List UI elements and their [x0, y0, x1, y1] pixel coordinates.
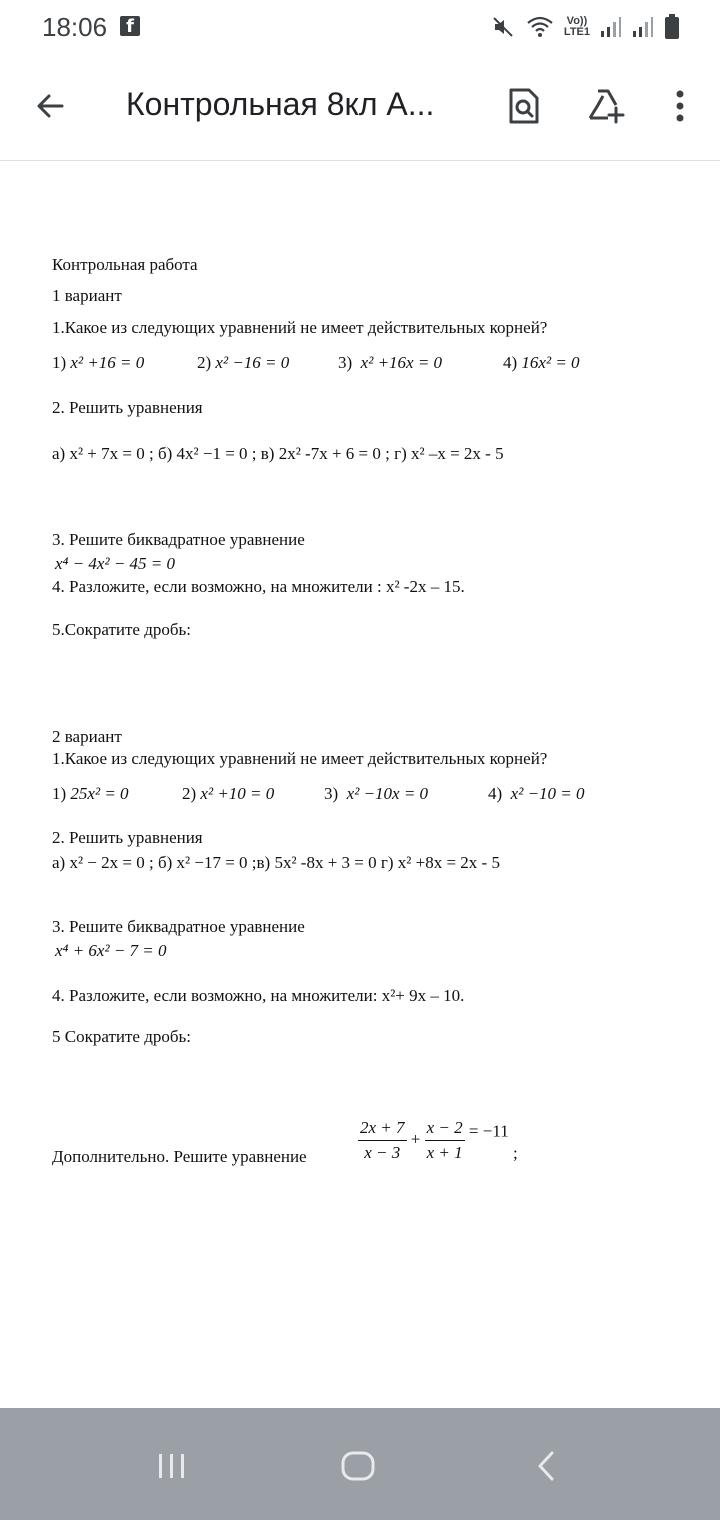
- v2-q2-equations: а) x² − 2x = 0 ; б) x² −17 = 0 ;в) 5x² -8x + 3 = 0 г) x² +8x = 2x - 5: [52, 853, 500, 872]
- more-vert-icon: [675, 90, 685, 122]
- v2-q5: 5 Сократите дробь:: [52, 1027, 191, 1046]
- battery-icon: [664, 14, 680, 40]
- v1-opt4-number: 4): [503, 353, 518, 372]
- v1-q5: 5.Сократите дробь:: [52, 620, 191, 639]
- v2-opt3-number: 3): [324, 784, 339, 803]
- v2-q2: 2. Решить уравнения: [52, 828, 203, 847]
- mute-icon: [492, 15, 516, 39]
- status-icons: [492, 12, 680, 42]
- document-page[interactable]: [0, 161, 720, 1407]
- v2-label: 2 вариант: [52, 727, 122, 746]
- v1-opt1-number: 1): [52, 353, 67, 372]
- v1-opt2-number: 2): [197, 353, 212, 372]
- back-arrow-icon: [34, 90, 66, 122]
- plus-sign: +: [410, 1129, 421, 1149]
- fraction-2-numerator: x − 2: [425, 1118, 465, 1141]
- v1-q1-option-3: [338, 353, 442, 373]
- fraction-2: [425, 1118, 465, 1163]
- back-button[interactable]: [24, 80, 76, 132]
- facebook-icon: f: [120, 16, 140, 36]
- back-nav-icon: [536, 1451, 556, 1481]
- v2-q4: 4. Разложите, если возможно, на множители: x²+ 9x – 10.: [52, 986, 465, 1005]
- signal-icon: [600, 15, 622, 39]
- v2-opt4-equation: x² −10 = 0: [510, 784, 585, 803]
- add-to-drive-icon: [586, 88, 626, 124]
- back-nav-button[interactable]: [516, 1444, 576, 1488]
- extra-equation: [358, 1118, 518, 1163]
- v1-q2-equations: а) x² + 7x = 0 ; б) 4x² −1 = 0 ; в) 2x² -7x + 6 = 0 ; г) x² –x = 2x - 5: [52, 444, 504, 463]
- v2-opt2-number: 2): [182, 784, 197, 803]
- app-bar: [0, 56, 720, 161]
- extra-label: Дополнительно. Решите уравнение: [52, 1147, 307, 1166]
- home-icon: [341, 1451, 375, 1481]
- status-time: 18:06: [42, 12, 108, 42]
- v2-q1-option-4: [488, 784, 585, 804]
- v2-q3: 3. Решите биквадратное уравнение: [52, 917, 305, 936]
- preview-button[interactable]: [496, 78, 552, 134]
- v1-q4: 4. Разложите, если возможно, на множители : x² -2x – 15.: [52, 577, 465, 596]
- fraction-1-denominator: x − 3: [364, 1143, 401, 1162]
- v2-opt4-number: 4): [488, 784, 503, 803]
- document-title: Контрольная 8кл А...: [126, 86, 435, 122]
- wifi-icon: [526, 15, 554, 39]
- doc-heading: Контрольная работа: [52, 255, 198, 274]
- signal-icon-2: [632, 15, 654, 39]
- fraction-2-denominator: x + 1: [426, 1143, 463, 1162]
- equation-rhs: = −11: [468, 1121, 509, 1141]
- volte-label: Vo)): [566, 15, 588, 27]
- v1-q2: 2. Решить уравнения: [52, 398, 203, 417]
- v2-opt1-number: 1): [52, 784, 67, 803]
- more-options-button[interactable]: [652, 78, 708, 134]
- v1-opt3-number: 3): [338, 353, 353, 372]
- v2-q1-option-1: [52, 784, 129, 804]
- v1-q1-option-1: [52, 353, 144, 373]
- fraction-1: [358, 1118, 407, 1163]
- v2-opt3-equation: x² −10x = 0: [346, 784, 429, 803]
- v1-q3-equation: x⁴ − 4x² − 45 = 0: [55, 554, 176, 573]
- recent-apps-icon: [157, 1452, 187, 1480]
- lte-indicator: [564, 16, 590, 38]
- status-bar: [0, 0, 720, 56]
- lte-label: LTE1: [563, 26, 590, 38]
- v1-q1-option-4: [503, 353, 580, 373]
- v2-opt1-equation: 25x² = 0: [70, 784, 129, 803]
- v1-q1-option-2: [197, 353, 289, 373]
- v1-opt3-equation: x² +16x = 0: [360, 353, 443, 372]
- preview-search-icon: [507, 87, 541, 125]
- v2-q1-option-2: [182, 784, 274, 804]
- v2-q1-option-3: [324, 784, 428, 804]
- home-button[interactable]: [328, 1444, 388, 1488]
- v1-opt1-equation: x² +16 = 0: [70, 353, 145, 372]
- semicolon: ;: [512, 1143, 518, 1163]
- v2-opt2-equation: x² +10 = 0: [200, 784, 275, 803]
- v1-opt4-equation: 16x² = 0: [521, 353, 580, 372]
- v1-label: 1 вариант: [52, 286, 122, 305]
- v1-q3: 3. Решите биквадратное уравнение: [52, 530, 305, 549]
- recent-apps-button[interactable]: [142, 1444, 202, 1488]
- add-to-drive-button[interactable]: [578, 78, 634, 134]
- v1-opt2-equation: x² −16 = 0: [215, 353, 290, 372]
- v1-q1: 1.Какое из следующих уравнений не имеет действительных корней?: [52, 318, 548, 337]
- v2-q3-equation: x⁴ + 6x² − 7 = 0: [55, 941, 167, 960]
- navigation-bar: [0, 1408, 720, 1520]
- v2-q1: 1.Какое из следующих уравнений не имеет действительных корней?: [52, 749, 548, 768]
- fraction-1-numerator: 2x + 7: [358, 1118, 407, 1141]
